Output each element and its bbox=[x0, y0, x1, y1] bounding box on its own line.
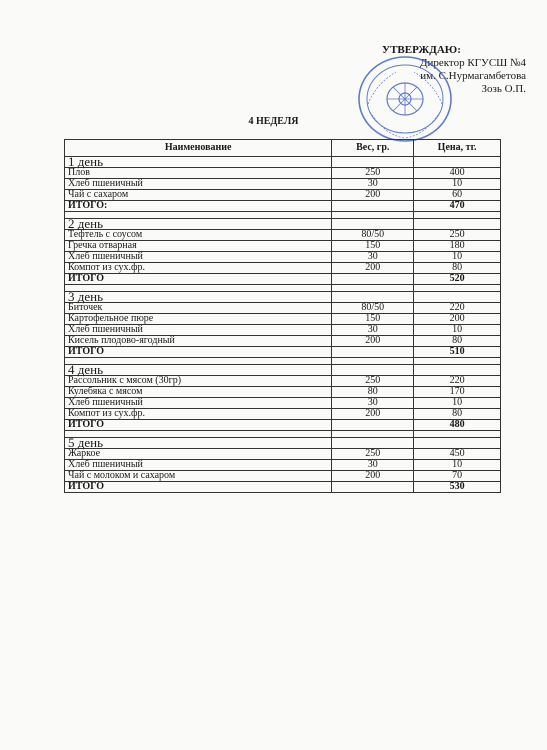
dish-price: 10 bbox=[414, 398, 501, 409]
dish-weight: 200 bbox=[332, 263, 414, 274]
empty-cell bbox=[414, 438, 501, 449]
dish-name: Кулебяка с мясом bbox=[65, 387, 332, 398]
menu-table bbox=[64, 139, 501, 493]
table-row bbox=[65, 263, 501, 274]
table-row bbox=[65, 336, 501, 347]
total-price: 510 bbox=[414, 347, 501, 358]
dish-name: Рассольник с мясом (30гр) bbox=[65, 376, 332, 387]
dish-weight: 200 bbox=[332, 409, 414, 420]
approval-school-name: им. С.Нурмагамбетова bbox=[420, 70, 526, 82]
dish-weight: 80/50 bbox=[332, 303, 414, 314]
empty-cell bbox=[65, 285, 332, 292]
approval-heading: УТВЕРЖДАЮ: bbox=[382, 44, 461, 56]
table-header-row bbox=[65, 140, 501, 157]
day-title: 1 день bbox=[65, 157, 332, 168]
empty-cell bbox=[414, 358, 501, 365]
week-title: 4 НЕДЕЛЯ bbox=[248, 116, 299, 127]
empty-cell bbox=[332, 212, 414, 219]
day-title: 3 день bbox=[65, 292, 332, 303]
day-title: 2 день bbox=[65, 219, 332, 230]
dish-price: 10 bbox=[414, 179, 501, 190]
empty-cell bbox=[332, 274, 414, 285]
dish-name: Хлеб пшеничный bbox=[65, 398, 332, 409]
dish-price: 10 bbox=[414, 252, 501, 263]
empty-cell bbox=[414, 219, 501, 230]
table-row bbox=[65, 303, 501, 314]
empty-cell bbox=[332, 438, 414, 449]
dish-weight: 200 bbox=[332, 190, 414, 201]
table-row bbox=[65, 179, 501, 190]
total-price: 470 bbox=[414, 201, 501, 212]
dish-weight: 200 bbox=[332, 336, 414, 347]
empty-cell bbox=[414, 292, 501, 303]
table-row bbox=[65, 387, 501, 398]
dish-name: Компот из сух.фр. bbox=[65, 409, 332, 420]
dish-weight: 30 bbox=[332, 252, 414, 263]
dish-name: Чай с молоком и сахаром bbox=[65, 471, 332, 482]
empty-cell bbox=[414, 365, 501, 376]
total-label: ИТОГО: bbox=[65, 201, 332, 212]
empty-cell bbox=[65, 212, 332, 219]
empty-cell bbox=[332, 482, 414, 493]
day-header-row bbox=[65, 219, 501, 230]
dish-weight: 150 bbox=[332, 241, 414, 252]
dish-price: 220 bbox=[414, 376, 501, 387]
empty-cell bbox=[65, 431, 332, 438]
empty-cell bbox=[332, 420, 414, 431]
dish-price: 80 bbox=[414, 336, 501, 347]
dish-name: Тефтель с соусом bbox=[65, 230, 332, 241]
official-seal-stamp bbox=[356, 54, 454, 144]
dish-price: 80 bbox=[414, 263, 501, 274]
header-weight: Вес, гр. bbox=[332, 140, 414, 157]
day-header-row bbox=[65, 438, 501, 449]
total-price: 530 bbox=[414, 482, 501, 493]
dish-price: 60 bbox=[414, 190, 501, 201]
empty-cell bbox=[414, 285, 501, 292]
dish-weight: 250 bbox=[332, 168, 414, 179]
dish-price: 70 bbox=[414, 471, 501, 482]
day-header-row bbox=[65, 365, 501, 376]
table-row bbox=[65, 252, 501, 263]
empty-cell bbox=[332, 201, 414, 212]
table-row bbox=[65, 241, 501, 252]
dish-name: Плов bbox=[65, 168, 332, 179]
menu-body bbox=[65, 154, 501, 493]
empty-cell bbox=[414, 212, 501, 219]
empty-cell bbox=[65, 358, 332, 365]
dish-name: Чай с сахаром bbox=[65, 190, 332, 201]
dish-name: Картофельное пюре bbox=[65, 314, 332, 325]
dish-price: 250 bbox=[414, 230, 501, 241]
dish-weight: 250 bbox=[332, 376, 414, 387]
dish-name: Хлеб пшеничный bbox=[65, 179, 332, 190]
dish-price: 170 bbox=[414, 387, 501, 398]
total-price: 520 bbox=[414, 274, 501, 285]
table-row bbox=[65, 398, 501, 409]
dish-price: 180 bbox=[414, 241, 501, 252]
total-row bbox=[65, 201, 501, 212]
day-header-row bbox=[65, 157, 501, 168]
header-name: Наименование bbox=[65, 140, 332, 157]
dish-price: 200 bbox=[414, 314, 501, 325]
total-label: ИТОГО bbox=[65, 420, 332, 431]
empty-cell bbox=[332, 431, 414, 438]
total-price: 480 bbox=[414, 420, 501, 431]
dish-weight: 30 bbox=[332, 460, 414, 471]
header-price: Цена, тг. bbox=[414, 140, 501, 157]
table-row bbox=[65, 168, 501, 179]
dish-weight: 30 bbox=[332, 398, 414, 409]
table-row bbox=[65, 314, 501, 325]
table-row bbox=[65, 325, 501, 336]
dish-name: Хлеб пшеничный bbox=[65, 252, 332, 263]
total-row bbox=[65, 420, 501, 431]
dish-price: 10 bbox=[414, 325, 501, 336]
empty-cell bbox=[332, 285, 414, 292]
dish-weight: 30 bbox=[332, 325, 414, 336]
dish-weight: 80 bbox=[332, 387, 414, 398]
dish-price: 220 bbox=[414, 303, 501, 314]
total-row bbox=[65, 347, 501, 358]
spacer-row bbox=[65, 212, 501, 219]
total-label: ИТОГО bbox=[65, 482, 332, 493]
dish-weight: 200 bbox=[332, 471, 414, 482]
table-row bbox=[65, 409, 501, 420]
dish-name: Компот из сух.фр. bbox=[65, 263, 332, 274]
table-row bbox=[65, 460, 501, 471]
dish-name: Жаркое bbox=[65, 449, 332, 460]
total-row bbox=[65, 482, 501, 493]
empty-cell bbox=[332, 219, 414, 230]
dish-price: 450 bbox=[414, 449, 501, 460]
total-label: ИТОГО bbox=[65, 347, 332, 358]
dish-name: Гречка отварная bbox=[65, 241, 332, 252]
empty-cell bbox=[332, 365, 414, 376]
spacer-row bbox=[65, 358, 501, 365]
table-row bbox=[65, 449, 501, 460]
dish-price: 10 bbox=[414, 460, 501, 471]
dish-weight: 80/50 bbox=[332, 230, 414, 241]
dish-name: Хлеб пшеничный bbox=[65, 460, 332, 471]
day-header-row bbox=[65, 292, 501, 303]
dish-weight: 30 bbox=[332, 179, 414, 190]
total-row bbox=[65, 274, 501, 285]
spacer-row bbox=[65, 285, 501, 292]
empty-cell bbox=[332, 347, 414, 358]
day-title: 5 день bbox=[65, 438, 332, 449]
dish-price: 80 bbox=[414, 409, 501, 420]
empty-cell bbox=[414, 431, 501, 438]
spacer-row bbox=[65, 431, 501, 438]
empty-cell bbox=[332, 358, 414, 365]
dish-weight: 150 bbox=[332, 314, 414, 325]
empty-cell bbox=[414, 157, 501, 168]
table-row bbox=[65, 376, 501, 387]
dish-price: 400 bbox=[414, 168, 501, 179]
empty-cell bbox=[332, 292, 414, 303]
approval-position: Директор КГУСШ №4 bbox=[419, 57, 526, 69]
table-row bbox=[65, 471, 501, 482]
dish-name: Кисель плодово-ягодный bbox=[65, 336, 332, 347]
table-row bbox=[65, 190, 501, 201]
table-row bbox=[65, 230, 501, 241]
total-label: ИТОГО bbox=[65, 274, 332, 285]
dish-weight: 250 bbox=[332, 449, 414, 460]
dish-name: Биточек bbox=[65, 303, 332, 314]
empty-cell bbox=[332, 157, 414, 168]
approval-signatory: Зозь О.П. bbox=[481, 83, 526, 95]
day-title: 4 день bbox=[65, 365, 332, 376]
dish-name: Хлеб пшеничный bbox=[65, 325, 332, 336]
